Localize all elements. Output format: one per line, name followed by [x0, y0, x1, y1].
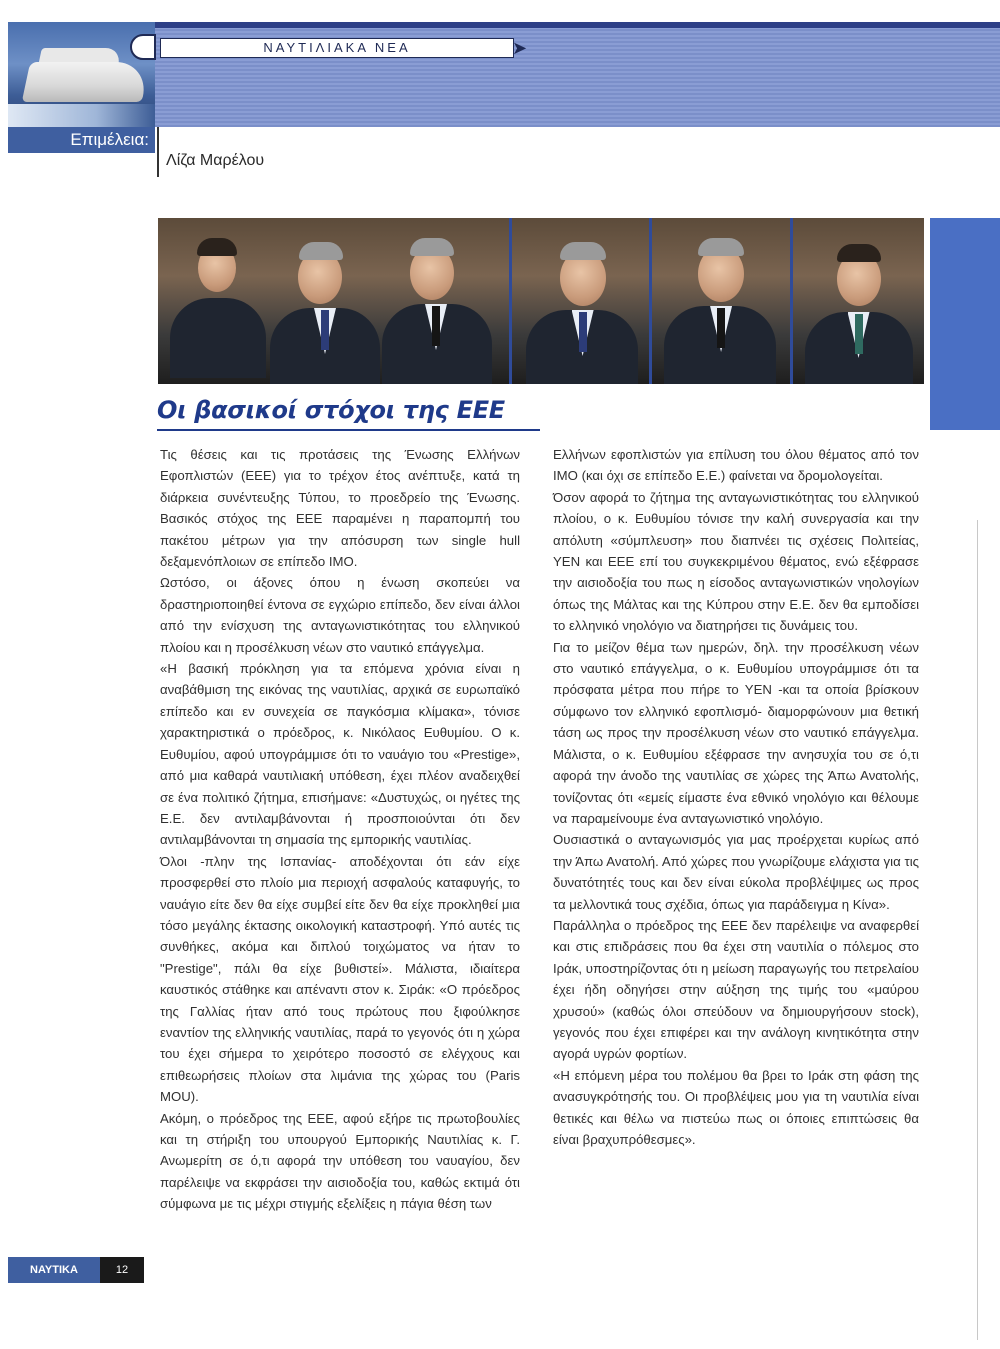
person-tie	[717, 308, 725, 348]
paragraph: Ωστόσο, οι άξονες όπου η ένωση σκοπεύει να δραστηριοποιηθεί έντονα σε εγχώριο επίπεδο, δεν είναι άλλοι από την ενίσχυση της ανταγωνιστικότητας του ελληνικού πλοίου και η προσέλκυση νέων στο ναυτικό επάγγελμα.	[160, 575, 520, 655]
person-suit	[170, 298, 266, 378]
paragraph: Ουσιαστικά ο ανταγωνισμός για μας προέρχεται κυρίως από την Άπω Ανατολή. Από χώρες που γνωρίζουμε ελάχιστα για τις δυνατότητές τους και δεν είναι εύκολα προβλέψιμες ως προς τα μελλοντικά τους σχέδια, όπως για παράδειγμα η Κίνα».	[553, 832, 919, 912]
photo-press-conference-wide	[158, 218, 509, 384]
person-hair	[410, 238, 454, 256]
headline-rule	[157, 429, 540, 431]
person-tie	[579, 312, 587, 352]
page-edge-line	[977, 520, 978, 1340]
editor-label: Επιμέλεια:	[8, 127, 155, 153]
ship-hull	[22, 62, 151, 102]
paragraph: Ακόμη, ο πρόεδρος της ΕΕΕ, αφού εξήρε τις πρωτοβουλίες και τη στήριξη του υπουργού Εμπορικής Ναυτιλίας κ. Γ. Ανωμερίτη σε ό,τι αφορά την υπόθεση του ναυαγίου, δεν παρέλειψε να εκφράσει την αισιοδοξία του, καθώς εκτιμά ότι σύμφωνα με τις μέχρι στιγμής εξελίξεις η πάγια θέση των	[160, 1110, 520, 1212]
paragraph: «Η επόμενη μέρα του πολέμου θα βρει το Ιράκ στη φάση της ανασυγκρότησής του. Οι προβλέψεις μου για τη ναυτιλία είναι θετικές και θέλω να πιστεύω πως οι όποιες επιπτώσεις θα είναι βραχυπρόθεσμες».	[553, 1067, 919, 1147]
editor-name: Λίζα Μαρέλου	[166, 152, 265, 169]
photo-strip	[158, 218, 924, 384]
photo-portrait-vice-president	[649, 218, 789, 384]
section-arrow-right-icon: ➤	[512, 38, 528, 58]
paragraph: «Η βασική πρόκληση για τα επόμενα χρόνια είναι η αναβάθμιση της εικόνας της ναυτιλίας, αρχικά σε ευρωπαϊκό επίπεδο και εν συνεχεία σε παγκόσμια κλίμακα», τόνισε χαρακτηριστικά ο πρόεδρος, κ. Νικόλαος Ευθυμίου. Ο κ. Ευθυμίου, αφού υπογράμμισε ότι το ναυάγιο του «Prestige», από μια καθαρά ναυτιλιακή υπόθεση, έχει πλέον αναδειχθεί σε ένα πολιτικό ζήτημα, επισήμανε: «Δυστυχώς, οι ηγέτες της Ε.Ε. δεν αντιλαμβάνονται ή προσποιούνται ότι δεν αντιλαμβάνονται τη σημασία της εμπορικής ναυτιλίας.	[160, 661, 520, 848]
blue-side-panel	[930, 218, 1000, 430]
editor-divider	[157, 127, 159, 177]
person-tie	[855, 314, 863, 354]
section-title-bar	[160, 38, 514, 58]
article-headline: Οι βασικοί στόχοι της ΕΕΕ	[157, 396, 505, 424]
person-hair	[698, 238, 744, 256]
paragraph: Όσον αφορά το ζήτημα της ανταγωνιστικότητας του ελληνικού πλοίου, ο κ. Ευθυμίου τόνισε την καλή συνεργασία και την απόλυτη «σύμπλευση» που διαπνέει τις σχέσεις Πολιτείας, ΥΕΝ και ΕΕΕ επί του συγκεκριμένου θέματος, ενώ εξέφρασε την αισιοδοξία του πως η είσοδος ανταγωνιστικών νηολογίων όπως της Μάλτας και της Κύπρου στην Ε.Ε. δεν θα εμποδίσει το ελληνικό νηολόγιο να διατηρήσει τις δυνάμεις του.	[553, 489, 919, 634]
article-column-2	[553, 444, 919, 1150]
paragraph: Τις θέσεις και τις προτάσεις της Ένωσης Ελλήνων Εφοπλιστών (ΕΕΕ) για το τρέχον έτος ανέπτυξε, κατά τη διάρκεια συνέντευξης Τύπου, το προεδρείο της Ένωσης. Βασικός στόχος της ΕΕΕ παραμένει η παραπομπή του πακέτου μέτρων για την απόσυρση των single hull δεξαμενόπλοιων σε επίπεδο ΙΜΟ.	[160, 447, 520, 570]
paragraph: Παράλληλα ο πρόεδρος της ΕΕΕ δεν παρέλειψε να αναφερθεί και στις επιδράσεις που θα έχει στη ναυτιλία ο πόλεμος στο Ιράκ, υποστηρίζοντας ότι η μείωση παραγωγής του πετρελαίου έχει ήδη οδηγήσει στην αύξηση της τιμής του «μαύρου χρυσού» (καθώς όλοι σπεύδουν να δημιουργήσουν stock), γεγονός που έχει επιφέρει και την ανάλογη κινητικότητα στην αγορά υγρών φορτίων.	[553, 917, 919, 1062]
ship-wake	[8, 104, 155, 127]
paragraph: Όλοι -πλην της Ισπανίας- αποδέχονται ότι εάν είχε προσφερθεί στο πλοίο μια περιοχή ασφαλούς καταφυγής, το ναυάγιο είτε δεν θα είχε συμβεί είτε δεν θα είχε προκληθεί μια τόσο μεγάλης έκτασης οικολογική καταστροφή. Υπό αυτές τις συνθήκες, ακόμα και διπλού τοιχώματος να ήταν το "Prestige", πάλι θα είχε βυθιστεί». Μάλιστα, ιδιαίτερα καυστικός στάθηκε και απέναντι στον κ. Σιράκ: «Ο πρόεδρος της Γαλλίας ήταν από τους πρώτους που ξιφούλκησε εναντίον της ελληνικής ναυτιλίας, παρά το γεγονός ότι η χώρα του έχει σήμερα το χειρότερο ποσοστό σε ελέγχους και επιθεωρήσεις πλοίων στα λιμάνια της χώρας του (Paris MOU).	[160, 853, 520, 1105]
photo-portrait-young-man	[790, 218, 924, 384]
article-column-1	[160, 444, 520, 1215]
section-title: ΝΑΥΤΙΛΙΑΚΑ ΝΕΑ	[263, 40, 411, 55]
photo-portrait-president	[509, 218, 649, 384]
header-top-rule	[155, 22, 1000, 28]
paragraph: Για το μείζον θέμα των ημερών, δηλ. την προσέλκυση νέων στο ναυτικό επάγγελμα, ο κ. Ευθυμίου υπογράμμισε ότι τα πρόσφατα μέτρα που πήρε το ΥΕΝ -και τα οποία βρίσκουν σύμφωνο τον ελληνικό εφοπλισμό- διαμορφώνουν μια θετική τάση ως προς την προσέλκυση νέων στο ναυτικό επάγγελμα. Μάλιστα, ο κ. Ευθυμίου εξέφρασε την ανησυχία του σε ό,τι αφορά την άνοδο της ναυτιλίας σε χώρες της Άπω Ανατολής, τονίζοντας ότι «εμείς είμαστε ένα εθνικό νηολόγιο και θέλουμε να παραμείνουμε ένα ανταγωνιστικό νηολόγιο.	[553, 639, 919, 826]
person-tie	[321, 310, 329, 350]
footer-magazine-name: ΝΑΥΤΙΚΑ ΧΡΟΝΙΚΑ	[8, 1257, 100, 1283]
person-hair	[560, 242, 606, 260]
person-tie	[432, 306, 440, 346]
section-arrow-left-icon	[130, 34, 156, 60]
person-hair	[197, 238, 237, 256]
paragraph: Ελλήνων εφοπλιστών για επίλυση του όλου θέματος από τον ΙΜΟ (και όχι σε επίπεδο Ε.Ε.) φαίνεται να δρομολογείται.	[553, 447, 919, 484]
footer-page-number: 12	[100, 1257, 144, 1283]
person-hair	[837, 244, 881, 262]
person-hair	[299, 242, 343, 260]
